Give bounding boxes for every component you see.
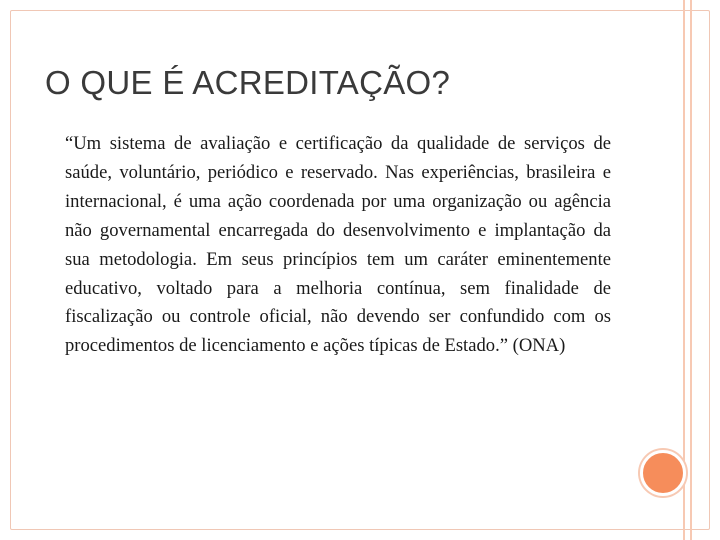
decorative-stripe-left (683, 0, 685, 540)
slide-title: O QUE É ACREDITAÇÃO? (45, 64, 451, 101)
decorative-stripe-right (690, 0, 692, 540)
accent-circle-icon (640, 450, 686, 496)
quote-paragraph: “Um sistema de avaliação e certificação da qualidade de serviços de saúde, voluntário, periódico e reservado. Nas experiências, brasileira e internacional, é uma ação coordenada por uma organização ou agência não governamental encarregada do desenvolvimento e implantação da sua metodologia. Em seus princípios tem um caráter eminentemente educativo, voltado para a melhoria contínua, sem finalidade de fiscalização ou controle oficial, não devendo ser confundido com os procedimentos de licenciamento e ações típicas de Estado.” (ONA) (65, 133, 611, 357)
